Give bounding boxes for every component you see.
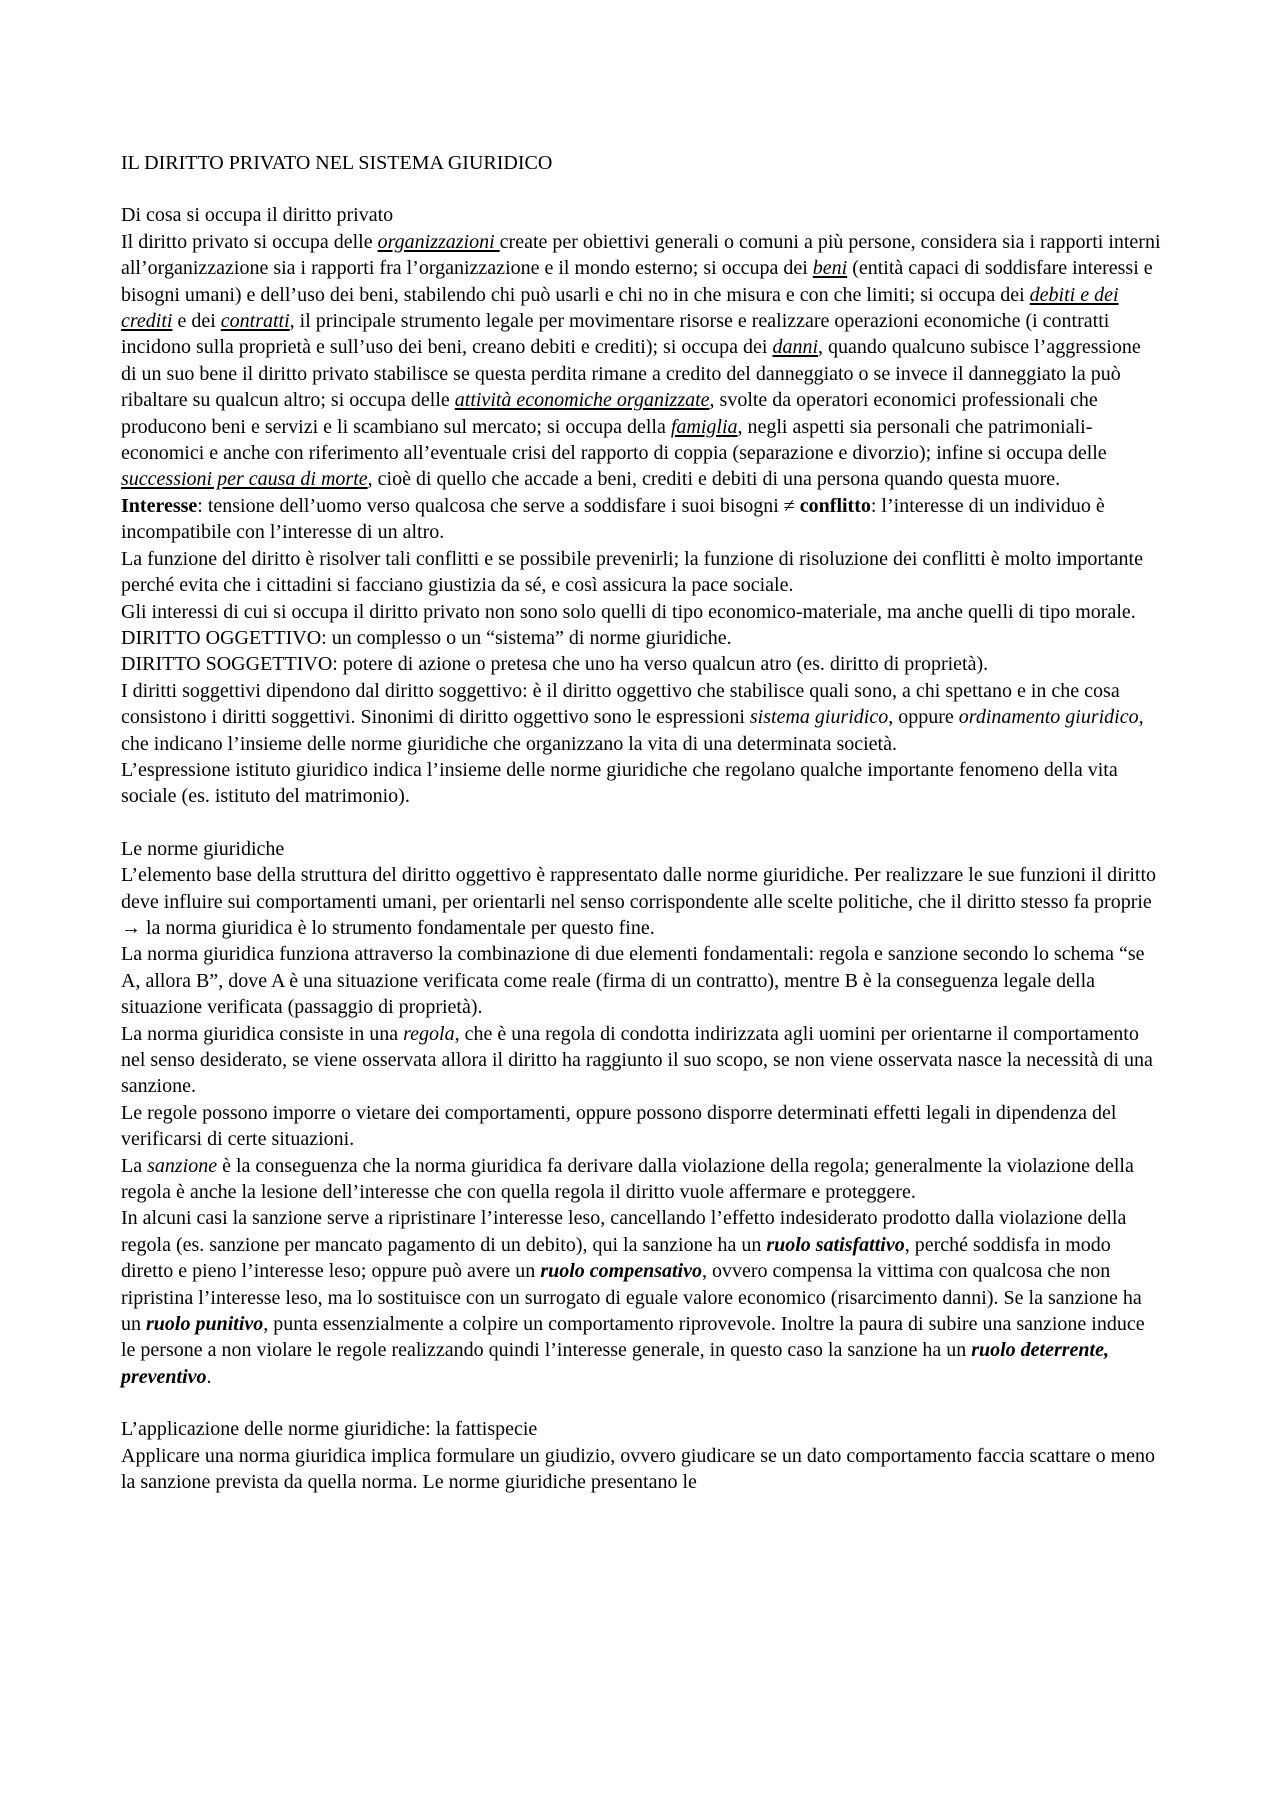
document-body	[121, 150, 1161, 1496]
definition-diritto-soggettivo: DIRITTO SOGGETTIVO: potere di azione o pretesa che uno ha verso qualcun atro (es. diritto di proprietà).	[121, 653, 989, 676]
definition-diritto-oggettivo: DIRITTO OGGETTIVO: un complesso o un “sistema” di norme giuridiche.	[121, 626, 732, 649]
text-run: , che è una regola di condotta indirizzata agli uomini per orientarne il comportamento nel senso desiderato, se viene osservata allora il diritto ha raggiunto il suo scopo, se non viene osservata nasce la necessità di una sanzione.	[121, 1022, 1153, 1098]
italic-term: sanzione	[147, 1154, 218, 1177]
bold-italic-term: ruolo compensativo	[540, 1260, 702, 1283]
underlined-term: successioni per causa di morte	[121, 468, 368, 491]
underlined-term: organizzazioni	[377, 230, 500, 253]
underlined-term: famiglia	[670, 415, 738, 438]
text-run: .	[206, 1365, 212, 1388]
blank-line	[121, 810, 1161, 836]
text-run: (entità capaci di soddisfare interessi e bisogni umani) e dell’uso dei beni, stabilendo chi può usarli e chi no in che misura e con che limiti; si occupa dei	[121, 257, 1153, 306]
underlined-term: attività economiche organizzate	[454, 389, 710, 412]
text-run: , punta essenzialmente a colpire un comportamento riprovevole. Inoltre la paura di subire una sanzione induce le persone a non violare le regole realizzando quindi l’interesse generale, in questo caso la sanzione ha un	[121, 1313, 1145, 1362]
section-heading: Di cosa si occupa il diritto privato	[121, 204, 394, 227]
text-run: Il diritto privato si occupa delle	[121, 230, 378, 253]
paragraph	[121, 493, 1161, 546]
text-run: In alcuni casi la sanzione serve a ripristinare l’interesse leso, cancellando l’effetto indesiderato prodotto dalla violazione della regola (es. sanzione per mancato pagamento di un debito), qui la sanzione ha un	[121, 1207, 1127, 1256]
underlined-term: danni	[772, 336, 819, 359]
paragraph: Applicare una norma giuridica implica formulare un giudizio, ovvero giudicare se un dato comportamento faccia scattare o meno la sanzione prevista da quella norma. Le norme giuridiche presentano le	[121, 1444, 1156, 1494]
text-run: , ovvero compensa la vittima con qualcosa che non ripristina l’interesse leso, ma lo sostituisce con un surrogato di eguale valore economico (risarcimento danni). Se la sanzione ha un	[121, 1260, 1142, 1336]
text-run: , cioè di quello che accade a beni, crediti e debiti di una persona quando questa muore.	[367, 468, 1061, 491]
underlined-term: debiti e dei crediti	[121, 283, 1119, 333]
text-run: , svolte da operatori economici professionali che producono beni e servizi e li scambiano sul mercato; si occupa della	[121, 389, 1098, 438]
underlined-term: beni	[812, 257, 848, 280]
paragraph	[121, 229, 1161, 493]
text-run: : l’interesse di un individuo è incompatibile con l’interesse di un altro.	[121, 494, 1105, 544]
text-run: e dei	[172, 310, 221, 333]
paragraph: Gli interessi di cui si occupa il diritto privato non sono solo quelli di tipo economico-materiale, ma anche quelli di tipo morale.	[121, 600, 1136, 623]
paragraph: Le regole possono imporre o vietare dei comportamenti, oppure possono disporre determinati effetti legali in dipendenza del verificarsi di certe situazioni.	[121, 1101, 1117, 1151]
paragraph	[121, 1153, 1161, 1206]
blank-line	[121, 1390, 1161, 1416]
text-run: , perché soddisfa in modo diretto e pieno l’interesse leso; oppure può avere un	[121, 1233, 1111, 1283]
bold-italic-term: ruolo satisfattivo	[766, 1233, 905, 1256]
text-run: è la conseguenza che la norma giuridica fa derivare dalla violazione della regola; generalmente la violazione della regola è anche la lesione dell’interesse che con quella regola il diritto vuole affermare e proteggere.	[121, 1154, 1134, 1204]
paragraph: La norma giuridica funziona attraverso la combinazione di due elementi fondamentali: regola e sanzione secondo lo schema “se A, allora B”, dove A è una situazione verificata come reale (firma di un contratto), mentre B è la conseguenza legale della situazione verificata (passaggio di proprietà).	[121, 943, 1145, 1019]
bold-term: conflitto	[799, 494, 871, 517]
text-run: I diritti soggettivi dipendono dal diritto soggettivo: è il diritto oggettivo che stabilisce quali sono, a chi spettano e in che cosa consistono i diritti soggettivi. Sinonimi di diritto oggettivo sono le espressioni	[121, 679, 1120, 729]
paragraph	[121, 678, 1161, 757]
text-run: , quando qualcuno subisce l’aggressione di un suo bene il diritto privato stabilisce se questa perdita rimane a credito del danneggiato o se invece il danneggiato la può ribaltare su qualcun altro; si occupa delle	[121, 336, 1141, 412]
paragraph	[121, 1205, 1161, 1390]
section-heading: Le norme giuridiche	[121, 837, 285, 860]
paragraph: L’espressione istituto giuridico indica l’insieme delle norme giuridiche che regolano qualche importante fenomeno della vita sociale (es. istituto del matrimonio).	[121, 758, 1118, 808]
document-title: IL DIRITTO PRIVATO NEL SISTEMA GIURIDICO	[121, 152, 553, 174]
italic-term: regola	[403, 1022, 455, 1045]
text-run: , che indicano l’insieme delle norme giuridiche che organizzano la vita di una determinata società.	[121, 706, 1144, 755]
text-run: , il principale strumento legale per movimentare risorse e realizzare operazioni economiche (i contratti incidono sulla proprietà e sull’uso dei beni, creano debiti e crediti); si occupa dei	[121, 310, 1110, 359]
text-run: , negli aspetti sia personali che patrimoniali-economici e anche con riferimento all’eventuale crisi del rapporto di coppia (separazione e divorzio); infine si occupa delle	[121, 415, 1107, 465]
bold-term: Interesse	[121, 494, 198, 517]
paragraph: L’elemento base della struttura del diritto oggettivo è rappresentato dalle norme giuridiche. Per realizzare le sue funzioni il diritto deve influire sui comportamenti umani, per orientarli nel senso corrispondente alle scelte politiche, che il diritto stesso fa proprie → la norma giuridica è lo strumento fondamentale per questo fine.	[121, 864, 1157, 939]
italic-term: sistema giuridico	[749, 706, 889, 729]
text-run: create per obiettivi generali o comuni a più persone, considera sia i rapporti interni all’organizzazione sia i rapporti fra l’organizzazione e il mondo esterno; si occupa dei	[121, 230, 1161, 280]
text-run: La norma giuridica consiste in una	[121, 1022, 404, 1045]
section-heading: L’applicazione delle norme giuridiche: la fattispecie	[121, 1418, 538, 1441]
paragraph: La funzione del diritto è risolver tali conflitti e se possibile prevenirli; la funzione di risoluzione dei conflitti è molto importante perché evita che i cittadini si facciano giustizia da sé, e così assicura la pace sociale.	[121, 547, 1143, 597]
text-run: , oppure	[888, 706, 959, 729]
underlined-term: contratti	[220, 310, 290, 333]
text-run: : tensione dell’uomo verso qualcosa che serve a soddisfare i suoi bisogni ≠	[197, 494, 800, 517]
bold-italic-term: ruolo punitivo	[146, 1313, 264, 1336]
paragraph	[121, 1021, 1161, 1100]
blank-line	[121, 176, 1161, 202]
bold-italic-term: ruolo deterrente, preventivo	[121, 1339, 1109, 1388]
text-run: La	[121, 1154, 148, 1177]
italic-term: ordinamento giuridico	[958, 706, 1139, 729]
